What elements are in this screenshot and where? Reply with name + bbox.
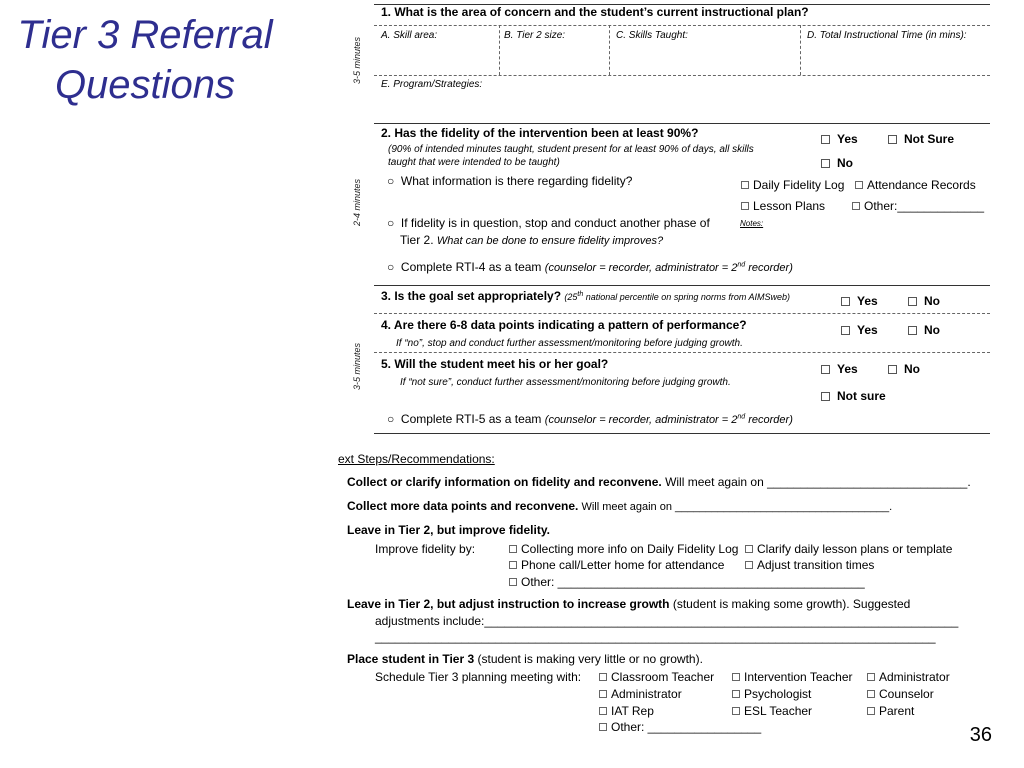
checkbox-icon [732,690,740,698]
checkbox-icon [732,707,740,715]
q2-bullet-fidelity-question: ○ If fidelity is in question, stop and conduct another phase of [387,216,710,230]
divider [800,25,801,75]
step-adjust-instruction [347,597,910,611]
q3-note-a: (25 [564,292,578,302]
q2-bullet-3-italic-b: recorder) [745,262,793,274]
checkbox-icon [867,707,875,715]
divider [609,25,610,75]
q4-no-checkbox[interactable] [908,323,940,337]
checkbox-icon [867,673,875,681]
step-improve-fidelity [347,523,550,537]
checkbox-icon [888,135,897,144]
q2-daily-fidelity-label: Daily Fidelity Log [753,178,845,192]
person-parent[interactable] [867,704,914,718]
q2-note [388,143,754,169]
q5-question: 5. Will the student meet his or her goal? [381,357,609,371]
title-line-1: Tier 3 Referral [17,13,273,57]
improve-opt-lesson-plans[interactable] [745,542,952,556]
checkbox-icon [509,545,517,553]
step-3-bold: Leave in Tier 2, but improve fidelity. [347,523,550,537]
q5-bullet-italic-a: (counselor = recorder, administrator = 2 [544,414,738,426]
divider [374,75,990,76]
q5-no-label: No [904,362,920,376]
step-place-tier3 [347,652,703,666]
checkbox-icon [821,392,830,401]
q2-question: 2. Has the fidelity of the intervention been at least 90%? [381,126,699,140]
q2-yes-label: Yes [837,132,858,146]
q2-bullet-fidelity-info: ○ What information is there regarding fidelity? [387,174,633,188]
person-label: Administrator [611,687,682,701]
page-number: 36 [969,724,992,746]
adjustments-line: adjustments include:_______________________________________________________________________ [375,614,959,628]
q2-bullet-complete-rti4: ○ Complete RTI-4 as a team (counselor = recorder, administrator = 2nd recorder) [387,260,793,274]
adjustments-line-2: ____________________________________________________________________________________ [375,630,936,644]
q3-yes-checkbox[interactable] [841,294,878,308]
person-counselor[interactable] [867,687,934,701]
q5-bullet-sup: nd [737,413,746,421]
q1-program-strategies: E. Program/Strategies: [381,79,483,90]
q5-no-checkbox[interactable] [888,362,920,376]
checkbox-icon [841,326,850,335]
q2-notes-label: Notes: [740,219,764,228]
person-label: Counselor [879,687,934,701]
slide-title [0,10,290,110]
person-administrator[interactable] [867,670,950,684]
person-label: IAT Rep [611,704,654,718]
time-label-q5: 3-5 minutes [352,342,362,390]
q2-attendance-label: Attendance Records [867,178,976,192]
q2-no-checkbox[interactable] [821,156,853,170]
checkbox-icon [821,135,830,144]
q4-yes-checkbox[interactable] [841,323,878,337]
checkbox-icon [732,673,740,681]
schedule-meeting-label: Schedule Tier 3 planning meeting with: [375,670,582,684]
person-administrator-2[interactable] [599,687,682,701]
q3-question-line [381,289,790,303]
q2-bullet-2-line-2: Tier 2. [400,233,434,247]
q5-note: If “not sure”, conduct further assessment/monitoring before judging growth. [400,377,731,388]
q2-yes-checkbox[interactable] [821,132,858,146]
person-label: Intervention Teacher [744,670,853,684]
q2-bullet-3-sup: nd [737,261,746,269]
q2-bullet-3-text: Complete RTI-4 as a team [400,260,542,274]
time-label-q1: 3-5 minutes [352,36,362,84]
q2-attendance-checkbox[interactable] [855,178,976,192]
person-other[interactable] [599,720,761,734]
checkbox-icon [599,673,607,681]
q5-not-sure-label: Not sure [837,389,886,403]
q1-question: 1. What is the area of concern and the student’s current instructional plan? [381,5,809,19]
improve-fidelity-label: Improve fidelity by: [375,542,476,556]
q2-other-checkbox[interactable] [852,199,984,213]
improve-opt-transition[interactable] [745,558,874,572]
improve-opt-1-label: Collecting more info on Daily Fidelity Log [521,542,739,556]
q2-bullet-3-italic-a: (counselor = recorder, administrator = 2 [544,262,738,274]
q2-lesson-plans-label: Lesson Plans [753,199,826,213]
person-label: Administrator [879,670,950,684]
next-steps-heading: ext Steps/Recommendations: [338,452,495,466]
improve-opt-other[interactable] [509,575,865,589]
checkbox-icon [908,297,917,306]
q3-no-label: No [924,294,940,308]
q3-no-checkbox[interactable] [908,294,940,308]
checkbox-icon [908,326,917,335]
q2-bullet-1-text: What information is there regarding fidelity? [400,174,633,188]
step-collect-data-points [347,499,892,513]
q2-note-line-1: (90% of intended minutes taught, student present for at least 90% of days, all skills [388,144,754,155]
person-iat-rep[interactable] [599,704,654,718]
title-line-2: Questions [54,63,236,107]
improve-opt-daily-log[interactable] [509,542,738,556]
checkbox-icon [741,181,749,189]
checkbox-icon [841,297,850,306]
q2-lesson-plans-checkbox[interactable] [741,199,825,213]
divider [374,433,990,434]
checkbox-icon [888,365,897,374]
step-5-bold: Place student in Tier 3 [347,652,475,666]
person-label: Other: _________________ [611,720,762,734]
step-collect-fidelity [347,475,971,489]
q2-not-sure-label: Not Sure [904,132,955,146]
time-label-q2: 2-4 minutes [352,178,362,226]
improve-opt-phone-call[interactable] [509,558,724,572]
step-2-bold: Collect more data points and reconvene. [347,499,579,513]
checkbox-icon [852,202,860,210]
q4-yes-label: Yes [857,323,878,337]
q5-bullet-italic-b: recorder) [745,414,793,426]
divider [499,25,500,75]
person-classroom-teacher[interactable] [599,670,714,684]
checkbox-icon [599,707,607,715]
improve-opt-3-label: Phone call/Letter home for attendance [521,558,725,572]
checkbox-icon [509,578,517,586]
person-label: ESL Teacher [744,704,813,718]
q2-other-label: Other:_____________ [864,199,985,213]
q1-tier2-size: B. Tier 2 size: [504,30,566,41]
q2-bullet-2-continued [400,233,663,247]
step-4-rest: (student is making some growth). Suggested [669,597,911,611]
checkbox-icon [855,181,863,189]
divider [374,313,990,314]
checkbox-icon [745,561,753,569]
divider [374,352,990,353]
step-1-bold: Collect or clarify information on fidelity and reconvene. [347,475,662,489]
q5-bullet-complete-rti5: ○ Complete RTI-5 as a team (counselor = recorder, administrator = 2nd recorder) [387,412,793,426]
checkbox-icon [821,365,830,374]
q4-note: If “no”, stop and conduct further assessment/monitoring before judging growth. [396,338,743,349]
q3-question: 3. Is the goal set appropriately? [381,289,562,303]
divider [374,123,990,124]
improve-opt-4-label: Adjust transition times [757,558,875,572]
checkbox-icon [867,690,875,698]
person-label: Classroom Teacher [611,670,715,684]
checkbox-icon [509,561,517,569]
improve-opt-5-label: Other: ______________________________________________ [521,575,865,589]
person-psychologist[interactable] [732,687,811,701]
checkbox-icon [599,723,607,731]
checkbox-icon [741,202,749,210]
q5-yes-checkbox[interactable] [821,362,858,376]
q3-yes-label: Yes [857,294,878,308]
checkbox-icon [599,690,607,698]
q2-not-sure-checkbox[interactable] [888,132,954,146]
q2-bullet-2-italic: What can be done to ensure fidelity improves? [436,235,664,247]
step-5-rest: (student is making very little or no growth). [474,652,703,666]
q5-bullet-text: Complete RTI-5 as a team [400,412,542,426]
q1-skill-area: A. Skill area: [381,30,438,41]
q5-yes-label: Yes [837,362,858,376]
divider [374,25,990,26]
checkbox-icon [745,545,753,553]
q2-no-label: No [837,156,853,170]
q4-question: 4. Are there 6-8 data points indicating a pattern of performance? [381,318,747,332]
q2-daily-fidelity-checkbox[interactable] [741,178,844,192]
person-label: Psychologist [744,687,812,701]
person-intervention-teacher[interactable] [732,670,853,684]
q5-not-sure-checkbox[interactable] [821,389,886,403]
q1-instructional-time: D. Total Instructional Time (in mins): [807,30,967,41]
step-2-rest: Will meet again on ___________________________________. [578,501,893,513]
step-1-rest: Will meet again on ______________________________. [661,475,971,489]
person-esl-teacher[interactable] [732,704,812,718]
q2-bullet-2-text: If fidelity is in question, stop and conduct another phase of [400,216,710,230]
improve-opt-2-label: Clarify daily lesson plans or template [757,542,953,556]
q4-no-label: No [924,323,940,337]
divider [374,285,990,286]
q3-note-b: national percentile on spring norms from AIMSweb) [583,292,791,302]
q1-skills-taught: C. Skills Taught: [616,30,688,41]
q3-note-sup: th [577,291,584,298]
checkbox-icon [821,159,830,168]
step-4-bold: Leave in Tier 2, but adjust instruction to increase growth [347,597,670,611]
person-label: Parent [879,704,915,718]
q2-note-line-2: taught that were intended to be taught) [388,157,560,168]
